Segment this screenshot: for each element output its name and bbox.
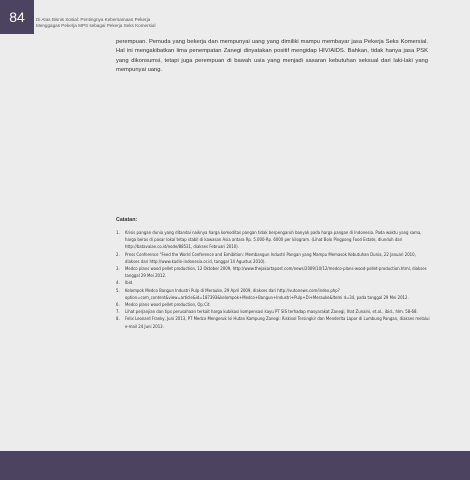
note-text: Medco plans wood pellet production, Op.Cit. xyxy=(125,303,211,309)
running-title-line-2: Menggagas Pekerja MPS sebagai Pekerja Seks Komersial xyxy=(36,23,156,28)
note-number: 2. xyxy=(116,252,120,258)
notes-title: Catatan: xyxy=(116,217,138,223)
footer-band xyxy=(0,451,470,480)
note-number: 7. xyxy=(116,310,120,316)
note-item xyxy=(116,280,430,287)
note-text: Lihat perjanjian dan tips perusahaan terkait harga kubikasi kompensasi kayu PT SIS terhadap masyarakat Zanegi, Ihat Zunaini, et.al., ibid., hlm. 58-68. xyxy=(125,310,418,316)
note-number: 4. xyxy=(116,281,120,287)
notes-section xyxy=(116,217,430,331)
page-number-box xyxy=(0,0,34,34)
running-head xyxy=(36,17,156,29)
note-text: Felix Leonard Franky, Juni 2013, PT Medco Mengeruk Isi Hutan Kampung Zanegi: Riskisol Tersingkir dan Menderita Lapar di Lumbung Pangan, diakses melalui e-mail 24 Juni 2013. xyxy=(125,317,430,330)
running-title-line-1: Di Atas Bisnis Sosial: Pentingnya Kebersamaan Pekerja xyxy=(36,17,151,22)
note-item xyxy=(116,288,430,302)
notes-list xyxy=(116,230,430,331)
note-item xyxy=(116,266,430,280)
intro-paragraph: perempuan. Pemuda yang bekerja dan mempunyai uang yang dimiliki mampu membayar jasa Pekerja Seks Komersial. Hal ini mengakibatkan lima penempatan Zanegi dinyatakan positif mengidap HIV/AIDS. Bahkan, tidak hanya jasa PSK yang dikonsumsi, tetapi juga perempuan di bawah usia yang menjadi sasaran kebutuhan seksual dari laki-laki yang mempunyai uang. xyxy=(116,39,428,74)
note-text: Ibid. xyxy=(125,281,134,287)
note-text: Krisis pangan dunia yang ditandai naiknya harga komoditas pangan tidak berpengaruh banyak pada harga pangan di Indonesia. Pada waktu yang sama, harga beras di pasar lokal tetap stabil di kawasan Asia antara Rp. 5.000-Rp. 6000 per kilogram. (Lihat Bolo Pingpong Food Estate, diunduh dari http://batavaiae.co.id/node/88531, diakses Februari 2010). xyxy=(125,231,422,251)
note-number: 6. xyxy=(116,303,120,309)
note-text: Press Conference "Feed the World Conference and Exhibition: Membangun Industri Pangan yang Mampu Memasok Kebutuhan Dunia, 22 Januari 2010, diakses dari http://www.kadin-indonesia.or.id, tanggal 14 Agustus 2010). xyxy=(125,252,416,265)
note-number: 8. xyxy=(116,317,120,323)
page-number: 84 xyxy=(9,9,25,25)
note-item xyxy=(116,302,430,309)
note-item xyxy=(116,316,430,330)
note-number: 5. xyxy=(116,288,120,294)
note-text: Medco plans wood pellet production, 12 Oktober 2009, http://www.thejakartapost.com/news/2009/10/12/medco-plans-wood-pellet-production.html, diakses tanggal 29 Mei 2012. xyxy=(125,267,427,280)
note-text: Kelompok Medco Bangun Industri Pulp di Merauke, 29 April 2009, diakses dari http://vutonews.com/index.php?option=com_content&view=article&id=187393&kelompok+Medco+Bangun+Industri+Pulp+Di+Merauke&Itemi d=34, pada tanggal 29 Mei 2012. xyxy=(125,288,409,301)
note-number: 1. xyxy=(116,231,120,236)
note-item xyxy=(116,230,430,252)
note-item xyxy=(116,309,430,316)
note-number: 3. xyxy=(116,267,120,273)
note-item xyxy=(116,252,430,266)
